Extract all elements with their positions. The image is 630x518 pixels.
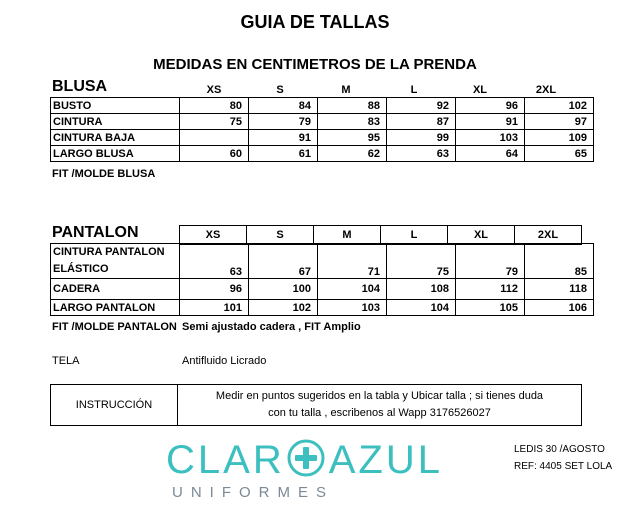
table-cell: 64 [456,146,525,162]
instruction-line2: con tu talla , escribenos al Wapp 3176526027 [268,407,491,419]
table-cell: 99 [387,130,456,146]
table-cell: 79 [249,114,318,130]
instruction-label: INSTRUCCIÓN [51,385,178,425]
table-cell: 60 [180,146,249,162]
table-cell: 92 [387,98,456,114]
tela-label: TELA [52,355,80,367]
row-label: CADERA [51,279,180,300]
row-label: CINTURA [51,114,180,130]
table-cell [180,130,249,146]
table-cell: 100 [249,279,318,300]
table-row [51,98,594,114]
blusa-section-label: BLUSA [52,78,108,95]
table-cell: 71 [318,244,387,279]
row-label-line2: ELÁSTICO [53,263,109,275]
size-header-xs: XS [206,84,222,96]
brand-tagline: UNIFORMES [172,484,334,501]
table-cell: 102 [249,300,318,316]
table-row [51,114,594,130]
table-cell: 106 [525,300,594,316]
instruction-line1: Medir en puntos sugeridos en la tabla y Ubicar talla ; si tienes duda [215,390,544,402]
row-label: LARGO PANTALON [51,300,180,316]
table-cell: 108 [387,279,456,300]
blusa-table [50,97,594,162]
table-cell: 61 [249,146,318,162]
table-cell: 65 [525,146,594,162]
table-cell: 104 [318,279,387,300]
tela-value: Antifluido Licrado [182,355,267,367]
table-cell: 83 [318,114,387,130]
table-cell: 63 [180,244,249,279]
table-cell: 112 [456,279,525,300]
table-cell: 91 [456,114,525,130]
size-header-xl: XL [448,226,515,245]
table-cell: 84 [249,98,318,114]
table-row [51,244,594,279]
size-header-xs: XS [180,226,247,245]
table-cell: 118 [525,279,594,300]
row-label: CINTURA BAJA [51,130,180,146]
row-label: LARGO BLUSA [51,146,180,162]
size-header-m: M [341,84,351,96]
meta-ref: REF: 4405 SET LOLA [514,461,613,472]
instruction-box [50,384,582,426]
size-header-l: L [381,226,448,245]
pantalon-section-label: PANTALON [52,224,139,241]
blusa-fit-label: FIT /MOLDE BLUSA [52,168,156,180]
table-cell: 104 [387,300,456,316]
cross-circle-icon [287,439,325,482]
size-header-xl: XL [472,84,488,96]
table-cell: 63 [387,146,456,162]
instruction-text [178,385,581,425]
meta-date: LEDIS 30 /AGOSTO [514,444,605,455]
table-cell: 62 [318,146,387,162]
table-cell: 97 [525,114,594,130]
pantalon-size-header [179,225,582,245]
size-header-2xl: 2XL [515,226,582,245]
table-cell: 109 [525,130,594,146]
pantalon-fit-label: FIT /MOLDE PANTALON [52,321,177,333]
table-cell: 96 [456,98,525,114]
table-cell: 95 [318,130,387,146]
table-cell: 75 [180,114,249,130]
pantalon-table [50,243,594,316]
table-cell: 79 [456,244,525,279]
size-header-m: M [314,226,381,245]
brand-logo [166,438,443,483]
table-row [51,300,594,316]
table-cell: 88 [318,98,387,114]
table-cell: 105 [456,300,525,316]
size-header-l: L [410,84,418,96]
table-cell: 103 [318,300,387,316]
pantalon-fit-value: Semi ajustado cadera , FIT Amplio [182,321,361,333]
table-cell: 80 [180,98,249,114]
table-cell: 67 [249,244,318,279]
table-cell: 103 [456,130,525,146]
brand-name-right: AZUL [328,438,443,482]
table-row [51,146,594,162]
table-cell: 85 [525,244,594,279]
table-cell: 75 [387,244,456,279]
row-label [51,244,180,279]
row-label: BUSTO [51,98,180,114]
table-cell: 87 [387,114,456,130]
row-label-line1: CINTURA PANTALON [53,246,165,258]
table-row [51,130,594,146]
table-cell: 101 [180,300,249,316]
table-row [51,279,594,300]
page-title: GUIA DE TALLAS [240,12,390,32]
table-cell: 96 [180,279,249,300]
table-cell: 91 [249,130,318,146]
size-header-s: S [247,226,314,245]
table-cell: 102 [525,98,594,114]
size-header-2xl: 2XL [535,84,557,96]
page-subtitle: MEDIDAS EN CENTIMETROS DE LA PRENDA [153,56,477,73]
size-header-s: S [276,84,284,96]
brand-name-left: CLAR [166,438,285,482]
